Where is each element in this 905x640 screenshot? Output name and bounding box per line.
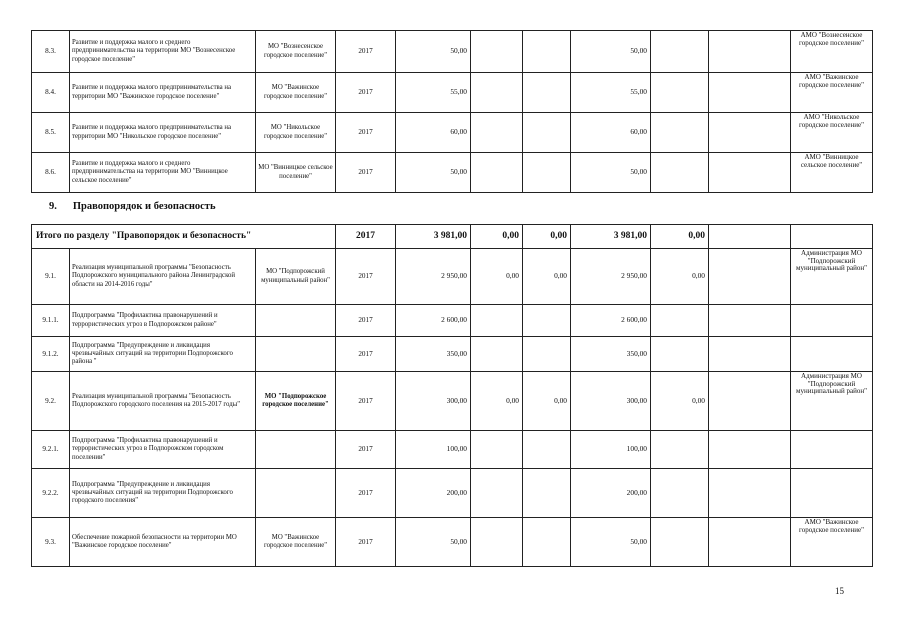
row-exec xyxy=(791,305,873,337)
main-table xyxy=(31,224,873,567)
row-col5 xyxy=(523,518,571,567)
row-name: Развитие и поддержка малого предпринимательства на территории МО "Важинское городское поселение" xyxy=(70,73,256,113)
row-col7 xyxy=(651,153,709,193)
row-col4 xyxy=(471,113,523,153)
total-col8 xyxy=(709,225,791,249)
row-col4 xyxy=(471,431,523,469)
total-col4: 0,00 xyxy=(471,225,523,249)
row-total: 50,00 xyxy=(396,518,471,567)
row-col7 xyxy=(651,518,709,567)
row-total: 2 600,00 xyxy=(396,305,471,337)
row-col7: 0,00 xyxy=(651,372,709,431)
row-col6: 50,00 xyxy=(571,31,651,73)
row-col8 xyxy=(709,73,791,113)
section-heading xyxy=(49,201,216,212)
row-exec: АМО "Вознесенское городское поселение" xyxy=(791,31,873,73)
row-col4 xyxy=(471,305,523,337)
row-col8 xyxy=(709,153,791,193)
row-total: 55,00 xyxy=(396,73,471,113)
row-total: 300,00 xyxy=(396,372,471,431)
row-col5 xyxy=(523,431,571,469)
table-row xyxy=(32,153,873,193)
row-col5 xyxy=(523,153,571,193)
row-name: Реализация муниципальной программы "Безопасность Подпорожского городского поселения на 2015-2017 годы" xyxy=(70,372,256,431)
row-col7 xyxy=(651,337,709,372)
table-row xyxy=(32,431,873,469)
row-num: 9.1.1. xyxy=(32,305,70,337)
row-mo xyxy=(256,305,336,337)
row-name: Подпрограмма "Предупреждение и ликвидация чрезвычайных ситуаций на территории Подпорожского района " xyxy=(70,337,256,372)
section-title: Правопорядок и безопасность xyxy=(72,201,216,212)
row-mo xyxy=(256,431,336,469)
row-col6: 2 950,00 xyxy=(571,249,651,305)
row-col5 xyxy=(523,31,571,73)
table-row xyxy=(32,31,873,73)
row-name: Обеспечение пожарной безопасности на территории МО "Важинское городское поселение" xyxy=(70,518,256,567)
row-exec xyxy=(791,337,873,372)
row-col8 xyxy=(709,337,791,372)
row-mo: МО "Никольское городское поселение" xyxy=(256,113,336,153)
row-col4 xyxy=(471,73,523,113)
row-mo: МО "Винницкое сельское поселение" xyxy=(256,153,336,193)
row-num: 8.4. xyxy=(32,73,70,113)
row-col8 xyxy=(709,249,791,305)
row-mo: МО "Подпорожское городское поселение" xyxy=(256,372,336,431)
total-col5: 0,00 xyxy=(523,225,571,249)
row-num: 8.5. xyxy=(32,113,70,153)
row-col4 xyxy=(471,518,523,567)
row-year: 2017 xyxy=(336,469,396,518)
row-mo xyxy=(256,337,336,372)
row-year: 2017 xyxy=(336,305,396,337)
row-col6: 350,00 xyxy=(571,337,651,372)
total-sum: 3 981,00 xyxy=(396,225,471,249)
page-number: 15 xyxy=(835,586,844,596)
row-num: 9.2.2. xyxy=(32,469,70,518)
row-num: 8.3. xyxy=(32,31,70,73)
total-year: 2017 xyxy=(336,225,396,249)
row-name: Подпрограмма "Профилактика правонарушений и террористических угроз в Подпорожском городском поселении" xyxy=(70,431,256,469)
row-total: 350,00 xyxy=(396,337,471,372)
row-col8 xyxy=(709,431,791,469)
total-exec xyxy=(791,225,873,249)
row-exec xyxy=(791,431,873,469)
row-col6: 50,00 xyxy=(571,153,651,193)
row-col8 xyxy=(709,372,791,431)
row-col7 xyxy=(651,31,709,73)
row-col6: 200,00 xyxy=(571,469,651,518)
table-row xyxy=(32,249,873,305)
row-num: 9.1.2. xyxy=(32,337,70,372)
top-table xyxy=(31,30,873,193)
row-total: 100,00 xyxy=(396,431,471,469)
row-exec: АМО "Важинское городское поселение" xyxy=(791,73,873,113)
total-col7: 0,00 xyxy=(651,225,709,249)
row-col4 xyxy=(471,31,523,73)
row-mo xyxy=(256,469,336,518)
row-col7 xyxy=(651,431,709,469)
row-total: 2 950,00 xyxy=(396,249,471,305)
table-row xyxy=(32,469,873,518)
row-mo: МО "Подпорожский муниципальный район" xyxy=(256,249,336,305)
row-name: Развитие и поддержка малого и среднего предпринимательства на территории МО "Вознесенское городское поселение" xyxy=(70,31,256,73)
row-col8 xyxy=(709,469,791,518)
total-col6: 3 981,00 xyxy=(571,225,651,249)
row-num: 9.2.1. xyxy=(32,431,70,469)
row-mo: МО "Вознесенское городское поселение" xyxy=(256,31,336,73)
row-total: 60,00 xyxy=(396,113,471,153)
row-col7 xyxy=(651,73,709,113)
row-col8 xyxy=(709,31,791,73)
row-year: 2017 xyxy=(336,249,396,305)
row-col5 xyxy=(523,73,571,113)
table-row xyxy=(32,337,873,372)
row-col6: 100,00 xyxy=(571,431,651,469)
section-total-row xyxy=(32,225,873,249)
row-col5 xyxy=(523,305,571,337)
row-col6: 55,00 xyxy=(571,73,651,113)
table-row xyxy=(32,305,873,337)
row-col6: 2 600,00 xyxy=(571,305,651,337)
row-name: Подпрограмма "Профилактика правонарушений и террористических угроз в Подпорожском районе" xyxy=(70,305,256,337)
row-total: 200,00 xyxy=(396,469,471,518)
row-exec: Администрация МО "Подпорожский муниципальный район" xyxy=(791,249,873,305)
row-col4: 0,00 xyxy=(471,372,523,431)
row-exec: АМО "Винницкое сельское поселение" xyxy=(791,153,873,193)
row-col4: 0,00 xyxy=(471,249,523,305)
row-year: 2017 xyxy=(336,337,396,372)
row-col7: 0,00 xyxy=(651,249,709,305)
row-total: 50,00 xyxy=(396,31,471,73)
row-year: 2017 xyxy=(336,73,396,113)
row-col5 xyxy=(523,469,571,518)
row-col6: 60,00 xyxy=(571,113,651,153)
row-year: 2017 xyxy=(336,153,396,193)
row-num: 9.3. xyxy=(32,518,70,567)
row-col6: 50,00 xyxy=(571,518,651,567)
row-col8 xyxy=(709,113,791,153)
table-row xyxy=(32,73,873,113)
row-mo: МО "Важинское городское поселение" xyxy=(256,73,336,113)
row-col7 xyxy=(651,469,709,518)
row-year: 2017 xyxy=(336,518,396,567)
table-row xyxy=(32,113,873,153)
row-year: 2017 xyxy=(336,113,396,153)
row-num: 8.6. xyxy=(32,153,70,193)
row-col4 xyxy=(471,469,523,518)
row-col5 xyxy=(523,113,571,153)
row-name: Реализация муниципальной программы "Безопасность Подпорожского муниципального района Ленинградской области на 2014-2016 годы" xyxy=(70,249,256,305)
row-col5: 0,00 xyxy=(523,372,571,431)
row-name: Подпрограмма "Предупреждение и ликвидация чрезвычайных ситуаций на территории Подпорожского городского поселения" xyxy=(70,469,256,518)
row-exec: АМО "Никольское городское поселение" xyxy=(791,113,873,153)
row-col4 xyxy=(471,337,523,372)
row-year: 2017 xyxy=(336,431,396,469)
row-col6: 300,00 xyxy=(571,372,651,431)
row-col8 xyxy=(709,518,791,567)
row-col5 xyxy=(523,337,571,372)
row-exec xyxy=(791,469,873,518)
row-num: 9.2. xyxy=(32,372,70,431)
row-col7 xyxy=(651,113,709,153)
row-name: Развитие и поддержка малого и среднего предпринимательства на территории МО "Винницкое сельское поселение" xyxy=(70,153,256,193)
row-year: 2017 xyxy=(336,31,396,73)
row-col4 xyxy=(471,153,523,193)
row-exec: АМО "Важинское городское поселение" xyxy=(791,518,873,567)
row-year: 2017 xyxy=(336,372,396,431)
total-label: Итого по разделу "Правопорядок и безопасность" xyxy=(32,225,336,249)
row-exec: Администрация МО "Подпорожский муниципальный район" xyxy=(791,372,873,431)
row-mo: МО "Важинское городское поселение" xyxy=(256,518,336,567)
row-num: 9.1. xyxy=(32,249,70,305)
table-row xyxy=(32,518,873,567)
row-total: 50,00 xyxy=(396,153,471,193)
row-name: Развитие и поддержка малого предпринимательства на территории МО "Никольское городское поселение" xyxy=(70,113,256,153)
row-col8 xyxy=(709,305,791,337)
row-col7 xyxy=(651,305,709,337)
row-col5: 0,00 xyxy=(523,249,571,305)
table-row xyxy=(32,372,873,431)
section-number: 9. xyxy=(49,201,57,212)
